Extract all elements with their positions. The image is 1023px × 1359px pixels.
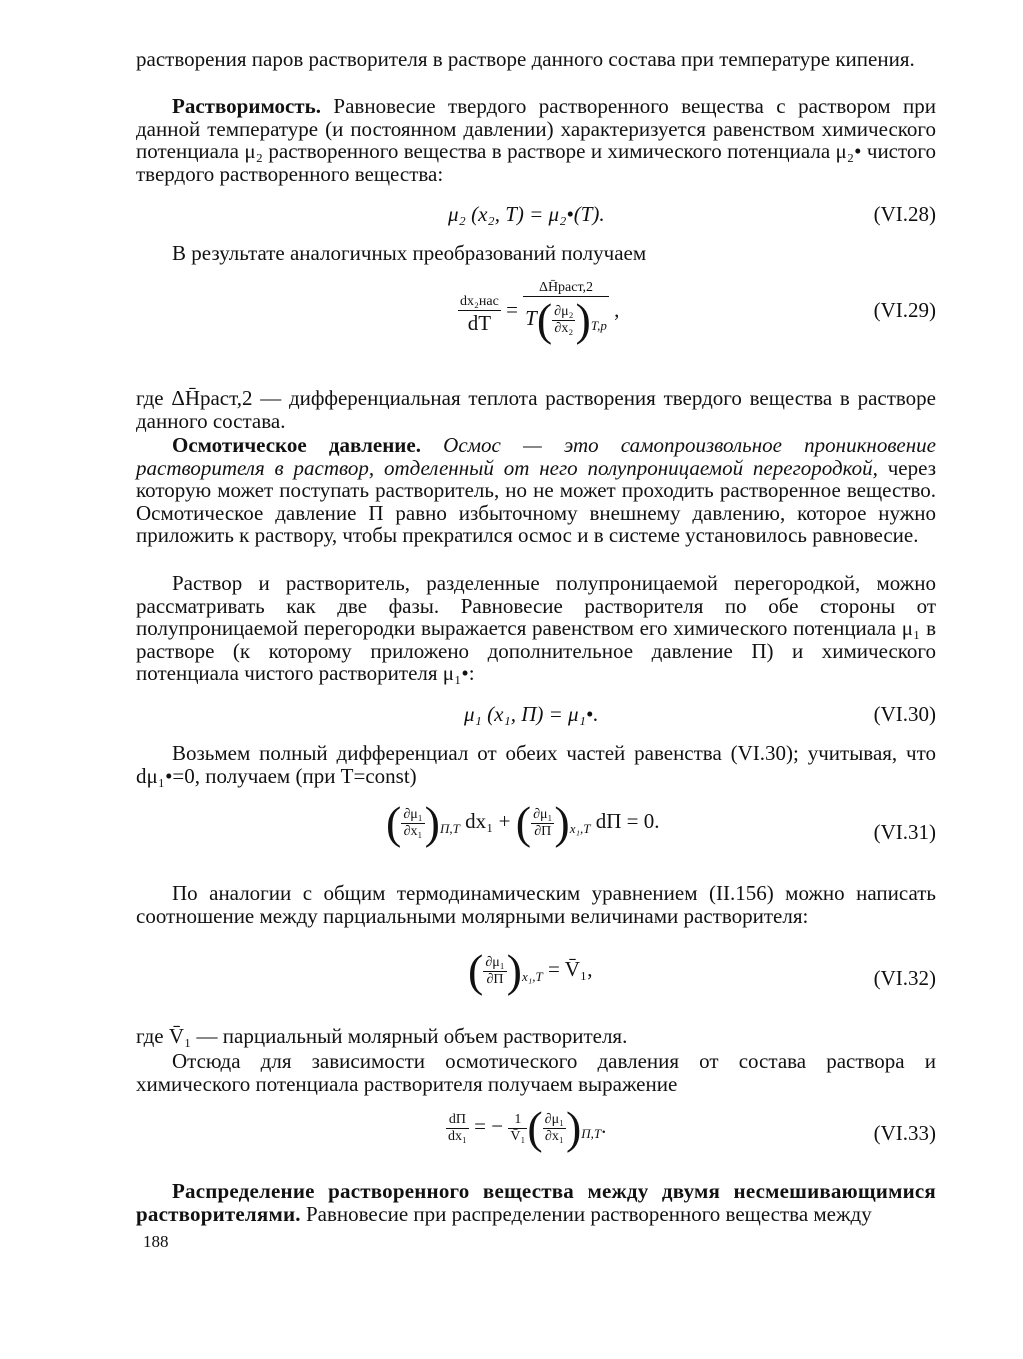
paren-right: ) — [575, 294, 591, 345]
equation-tail: , — [614, 297, 620, 322]
equation-number: (VI.32) — [873, 966, 936, 990]
equation-number: (VI.31) — [873, 820, 936, 844]
equation-body — [386, 797, 660, 848]
paragraph-heat — [136, 387, 936, 432]
section-heading-distribution: Распределение растворенного вещества между двумя несмешивающимися растворителями. — [136, 1179, 936, 1226]
equation-number: (VI.28) — [873, 202, 936, 226]
denominator: ∂x₁ — [403, 823, 423, 839]
fraction-lhs — [446, 1112, 469, 1145]
equation-number: (VI.29) — [873, 298, 936, 322]
paragraph-distribution — [136, 1180, 936, 1225]
paragraph-text: Раствор и растворитель, разделенные полупроницаемой перегородкой, можно рассматривать как две фазы. Равновесие растворителя по обе стороны от полупроницаемой перегородки выражается равенством его химического потенциала μ₁ в растворе (к которому приложено дополнительное давление П) и химического потенциала чистого растворителя μ₁•: — [136, 571, 936, 685]
section-heading-solubility: Растворимость. — [172, 94, 321, 118]
numerator: dx₂нас — [460, 293, 499, 309]
paragraph-transform — [136, 242, 936, 265]
numerator: ∂μ₁ — [485, 954, 505, 970]
denominator: V̄₁ — [510, 1128, 526, 1144]
denominator: ∂П — [534, 823, 552, 839]
subscript: T,p — [590, 318, 607, 333]
paragraph-solubility — [136, 95, 936, 185]
denominator: dx₁ — [448, 1128, 467, 1144]
paren-left: ( — [536, 294, 553, 345]
numerator: 1 — [508, 1112, 527, 1129]
paragraph-continuation — [136, 48, 936, 71]
equation-tail: dП = 0. — [595, 808, 660, 833]
paragraph-partial-volume — [136, 1025, 936, 1048]
equation-number: (VI.33) — [873, 1121, 936, 1145]
paragraph-analogy — [136, 882, 936, 927]
equals-sign: = — [506, 297, 524, 322]
numerator: ∂μ₁ — [533, 806, 553, 822]
paragraph-text: По аналогии с общим термодинамическим уравнением (II.156) можно написать соотношение между парциальными молярными величинами растворителя: — [136, 881, 936, 928]
equation-term: dx₁ + — [465, 808, 511, 833]
paren-left: ( — [386, 797, 402, 848]
denominator — [523, 294, 609, 345]
denominator: dT — [467, 310, 492, 335]
paragraph-text: через которую может поступать растворитель, но не может проходить растворенное вещество. Осмотическое давление П равно избыточному внешнему давлению, которое нужно приложить к раствору, чтобы прекратился осмос и в системе установилось равновесие. — [136, 455, 936, 547]
paren-right: ) — [424, 797, 440, 848]
paragraph-differential — [136, 742, 936, 787]
equation-vi31 — [136, 797, 936, 870]
paragraph-text: Отсюда для зависимости осмотического давления от состава раствора и химического потенциала растворителя получаем выражение — [136, 1049, 936, 1096]
subscript: П,T — [439, 821, 460, 836]
denominator: ∂x₁ — [544, 1128, 564, 1144]
fraction-coefficient — [508, 1112, 527, 1145]
paren-right: ) — [506, 945, 522, 996]
equation-number: (VI.30) — [873, 702, 936, 726]
paragraph-text: Равновесие твердого растворенного вещества с раствором при данной температуре (и постоянном давлении) характеризуется равенством химического потенциала μ₂ растворенного вещества в растворе и химического потенциала μ₂• чистого твердого растворенного вещества: — [136, 94, 936, 186]
page-number: 188 — [143, 1232, 169, 1251]
paren-left: ( — [468, 945, 484, 996]
partial-derivative-b — [531, 807, 554, 840]
partial-derivative — [543, 1112, 566, 1145]
equation-body: μ₂ (x₂, T) = μ₂•(T). — [448, 202, 605, 226]
equation-tail: = V̄₁, — [548, 956, 593, 981]
numerator: ΔH̄раст,2 — [523, 280, 609, 297]
paren-left: ( — [515, 797, 532, 848]
numerator: ∂μ₁ — [544, 1111, 564, 1127]
equation-vi33 — [136, 1102, 936, 1171]
fraction-rhs — [523, 280, 609, 343]
subscript: x₁,T — [569, 821, 591, 836]
partial-derivative — [552, 304, 575, 337]
paragraph-text: где V̄₁ — парциальный молярный объем растворителя. — [136, 1024, 628, 1048]
equation-body — [446, 1102, 607, 1153]
paren-right: ) — [554, 797, 570, 848]
numerator: dП — [446, 1112, 469, 1129]
paren-right: ) — [565, 1102, 582, 1153]
temperature-symbol: T — [525, 305, 537, 330]
equation-tail: . — [601, 1113, 607, 1138]
subscript: П,T — [581, 1126, 602, 1141]
paragraph-osmotic — [136, 434, 936, 547]
subscript: x₁,T — [521, 969, 543, 984]
definition-text: Осмос — это самопроизвольное проникновение растворителя в раствор, отделенный от него полупроницаемой перегородкой, — [136, 433, 936, 480]
paragraph-text: Равновесие при распределении растворенного вещества между — [300, 1201, 872, 1226]
paragraph-text: В результате аналогичных преобразований получаем — [172, 241, 647, 265]
denominator: ∂x₂ — [554, 320, 574, 336]
equation-vi28 — [136, 202, 936, 232]
paragraph-dependence — [136, 1050, 936, 1095]
section-heading-osmotic: Осмотическое давление. — [172, 433, 421, 457]
equation-body — [458, 280, 619, 343]
numerator: ∂μ₂ — [554, 303, 574, 319]
fraction-lhs — [458, 294, 501, 336]
denominator: ∂П — [486, 971, 504, 987]
partial-derivative — [483, 955, 506, 988]
equation-vi32 — [136, 945, 936, 1014]
paragraph-text: Возьмем полный дифференциал от обеих частей равенства (VI.30); учитывая, что dμ₁•=0, получаем (при T=const) — [136, 741, 936, 788]
equation-vi30 — [136, 702, 936, 732]
paren-left: ( — [527, 1102, 543, 1153]
paragraph-phases — [136, 572, 936, 685]
equation-term: = − — [474, 1113, 504, 1138]
paragraph-text: где ΔH̄раст,2 — дифференциальная теплота растворения твердого вещества в растворе данного состава. — [136, 386, 936, 433]
equation-body: μ₁ (x₁, П) = μ₁•. — [464, 702, 599, 726]
numerator: ∂μ₁ — [403, 806, 423, 822]
partial-derivative-a — [401, 807, 424, 840]
equation-body — [468, 945, 593, 996]
paragraph-text: растворения паров растворителя в растворе данного состава при температуре кипения. — [136, 47, 915, 71]
equation-vi29 — [136, 280, 936, 380]
